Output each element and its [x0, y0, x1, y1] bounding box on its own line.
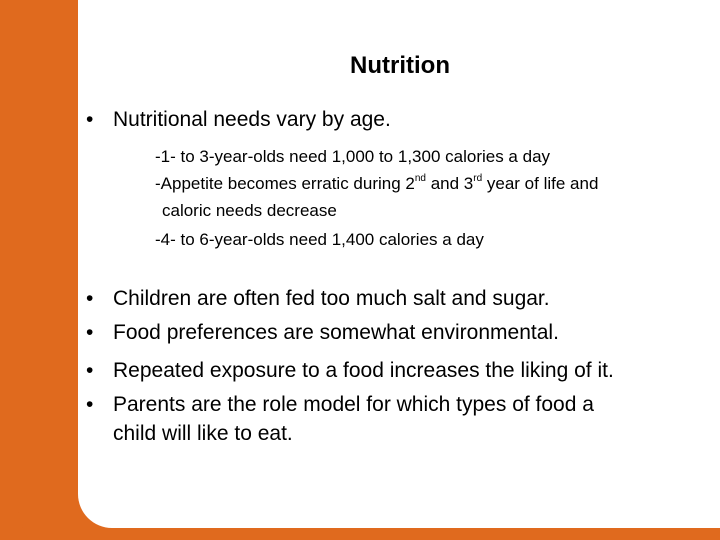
- ordinal-suffix: nd: [414, 173, 426, 184]
- sub-item-ages-4-6: -4- to 6-year-olds need 1,400 calories a day: [155, 230, 484, 249]
- sub-item-appetite: [155, 174, 598, 194]
- bullet-marker: •: [86, 108, 94, 131]
- bullet-item-nutritional-needs: Nutritional needs vary by age.: [113, 108, 391, 131]
- ordinal-suffix: rd: [473, 173, 483, 184]
- bullet-marker: •: [86, 321, 94, 344]
- bullet-item-repeated-exposure: Repeated exposure to a food increases the liking of it.: [113, 359, 614, 382]
- bullet-item-parents-role-model: Parents are the role model for which types of food a: [113, 393, 594, 416]
- bullet-marker: •: [86, 287, 94, 310]
- sub-item-appetite-text: and 3: [425, 174, 474, 193]
- bullet-item-salt-sugar: Children are often fed too much salt and sugar.: [113, 287, 550, 310]
- bottom-accent-strip: [78, 528, 720, 540]
- bullet-marker: •: [86, 359, 94, 382]
- sub-item-appetite-text: -Appetite becomes erratic during 2: [155, 174, 415, 193]
- sub-item-ages-1-3: -1- to 3-year-olds need 1,000 to 1,300 calories a day: [155, 147, 551, 166]
- bullet-marker: •: [86, 393, 94, 416]
- bullet-item-parents-continuation: child will like to eat.: [113, 422, 293, 445]
- slide-title: Nutrition: [350, 52, 450, 79]
- sub-item-appetite-text: year of life and: [482, 174, 599, 193]
- bullet-item-food-preferences: Food preferences are somewhat environmental.: [113, 321, 559, 344]
- sub-item-appetite-continuation: caloric needs decrease: [162, 201, 337, 220]
